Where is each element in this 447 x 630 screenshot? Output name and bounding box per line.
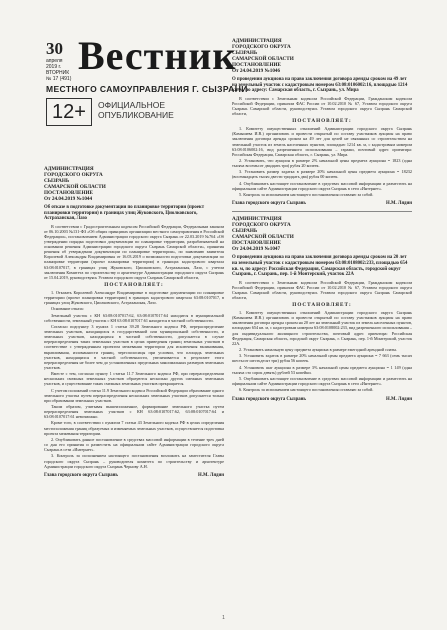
doc-header-line: ГОРОДСКОГО ОКРУГА xyxy=(232,44,291,50)
doc2-subject: О проведении аукциона на право заключения договора аренды сроком на 49 лет на земельный участок с кадастровым номером 63:08:0106002:16, площадью 1214 кв. м, по адресу: Самарская область, г. Сызрань, ул. Мира xyxy=(232,77,408,94)
doc-header-line: АДМИНИСТРАЦИЯ xyxy=(232,38,282,44)
issue-date-day: 30 xyxy=(46,39,63,58)
doc1-resolve-label: ПОСТАНОВЛЯЕТ: xyxy=(104,281,164,288)
left-column xyxy=(44,166,224,483)
doc1-paragraph: 2. Опубликовать данное постановление в средствах массовой информации в течение трех дней со дня его принятия и разместить на официальном сайте Администрации городского округа Сызрань в сети «Интернет». xyxy=(44,436,224,453)
doc2-paragraph: 3. Установить размер задатка в размере 20% начальной цены предмета аукциона = 18232 (восемнадцать тысяч двести тридцать два) рубля 00 копеек. xyxy=(232,169,412,180)
doc-header-line: ПОСТАНОВЛЕНИЕ xyxy=(232,240,282,247)
doc-header-line: САМАРСКОЙ ОБЛАСТИ xyxy=(232,56,294,62)
doc3-resolve-label: ПОСТАНОВЛЯЕТ: xyxy=(292,302,352,309)
doc3-subject: О проведении аукциона на право заключения договора аренды сроком на 20 лет на земельный участок с кадастровым номером 63:08:0108002:233, площадью 654 кв. м, по адресу: Российская Федерация, Самарская область, городской округ Сызрань, г. Сызрань, пер. 1-й Монтерский, участок 22А xyxy=(232,255,408,278)
issue-number: № 17 (491) xyxy=(46,76,72,82)
doc2-paragraph: 1. Комитету имущественных отношений Администрации городского округа Сызрань (Камышева И.В.) организовать и провести открытый по составу участников аукцион на право заключения договора аренды сроком на 49 лет для целей не связанных со строительством на земельный участок из земель населенных пунктов, площадью 1214 кв. м, с кадастровым номером 63:08:0106002:16, вид разрешенного использования – гаражи, почтовый адрес ориентира: Российская Федерация, Самарская область, г. Сызрань, ул. Мира. xyxy=(232,126,412,157)
doc-header-line: СЫЗРАНЬ xyxy=(232,50,258,56)
doc3-signature xyxy=(232,397,412,402)
signature-name: Н.М. Лядин xyxy=(386,201,412,207)
doc2-paragraph: 4. Опубликовать настоящее постановление в средствах массовой информации и разместить на официальном сайте Администрации городского округа Сызрань в сети «Интернет». xyxy=(232,180,412,191)
section-divider xyxy=(232,211,412,212)
doc1-intro: В соответствии с Градостроительным кодексом Российской Федерации, Федеральным законом от 06.10.2003 №131-ФЗ «Об общих принципах организации местного самоуправления в Российской Федерации», постановлением Администрации городского округа Сызрань от 22.03.2019 №764 «Об утверждении порядка подготовки документации по планировке территории, разрабатываемой на основании решения Администрации городского округа Сызрань Самарской области», принятия решения об утверждении документации по планировке территории», по заявлению заявителя Королевой Александры Владимировны от 16.03.2019 о возможности подготовки документации по планировке территории (проект планировки территории) в границах кадастрового квартала 63:08:0107017, в границах улиц Жуковского, Циолковского, Астраханская, Лазо, с учетом заключения Комитета по строительству и архитектуре Администрации городского округа Сызрань от 15.04.2019, руководствуясь Уставом городского округа Сызрань Самарской области, xyxy=(44,223,224,280)
signature-name: Н.М. Лядин xyxy=(198,472,224,478)
page-number: 1 xyxy=(222,615,225,621)
doc1-paragraph: 3. Контроль за исполнением настоящего постановления возложить на заместителя Главы городского округа Сызрань – руководителя комитета по строительству и архитектуре Администрации городского округа Сызрань Чернову А.Н. xyxy=(44,453,224,469)
signature-title: Глава городского округа Сызрань xyxy=(232,201,306,207)
doc1-paragraph: Земельный участок с КН 63:08:0107017:62, 63:08:0107017:64 находятся в муниципальной собственности, земельный участок с КН 63:08:0107017:61 находится в частной собственности. xyxy=(44,312,224,323)
doc2-intro: В соответствии с Земельным кодексом Российской Федерации, Гражданским кодексом Российской Федерации, приказом ФАС России от 10.02.2010 № 67, Уставом городского округа Сызрань Самарской области, руководствуясь Уставом городского округа Сызрань Самарской области, xyxy=(232,95,412,117)
signature-name: Н.М. Лядин xyxy=(386,396,412,402)
doc-header-line: СЫЗРАНЬ xyxy=(44,178,70,184)
doc1-paragraph: Вместе с тем, согласно пункту 1 статьи 11.7 Земельного кодекса РФ, при перераспределении нескольких смежных земельных участков образуются несколько других смежных земельных участков, и существование таких смежных земельных участков прекращается. xyxy=(44,371,224,387)
doc1-paragraph: 1. Отказать Королевой Александре Владимировне в подготовке документации по планировке территории (проект планировки территории) в границах кадастрового квартала 63:08:0107017, в границах улиц Жуковского, Циолковского, Астраханская, Лазо. xyxy=(44,289,224,306)
age-rating-badge: 12+ xyxy=(46,98,92,126)
doc-header-line: ГОРОДСКОГО ОКРУГА xyxy=(232,222,291,229)
doc3-paragraph: 1. Комитету имущественных отношений Администрации городского округа Сызрань (Камышева И.В.) организовать и провести открытый по составу участников аукцион на право заключения договора аренды сроком на 20 лет на земельный участок из земель населенных пунктов, площадью 654 кв. м, с кадастровым номером 63:08:0108002:233, вид разрешенного использования – для индивидуального жилищного строительства, почтовый адрес ориентира: Российская Федерация, Самарская область, городской округ Сызрань, г. Сызрань, пер. 1-й Монтерский, участок 22А. xyxy=(232,310,412,346)
newspaper-subtitle: МЕСТНОГО САМОУПРАВЛЕНИЯ Г. СЫЗРАНИ xyxy=(46,84,248,94)
doc1-paragraph: Таким образом, учитывая вышеизложенное, формирование земельного участка путем перераспределения земельных участков с КН 63:08:0107017:62, 63:08:0107017:64 и 63:08:0107017:61 невозможно. xyxy=(44,404,224,420)
issue-date-month: апреля xyxy=(46,58,63,64)
right-column xyxy=(232,38,412,407)
doc2-paragraph: 2. Установить, что аукцион в размере 2% начальной цены предмета аукциона = 1823 (одна тысяча восемьсот двадцать три) рубля 20 копеек. xyxy=(232,158,412,169)
doc3-paragraph: 4. Установить шаг аукциона в размере 3% начальной цены предмета аукциона = 1 149 (одна тысяча сто сорок девять) рублей 53 копейки. xyxy=(232,364,412,375)
doc1-paragraph: Кроме того, в соответствии с пунктом 7 статьи 43 Земельного кодекса РФ в целях определения местоположения границ образуемых и изменяемых земельных участков, осуществляется подготовка проекта межевания территории. xyxy=(44,420,224,436)
doc-header-line: САМАРСКОЙ ОБЛАСТИ xyxy=(232,234,294,241)
doc-header-line: АДМИНИСТРАЦИЯ xyxy=(232,216,282,223)
doc3-paragraph: 2. Установить начальную цену предмета аукциона в размере ежегодной арендной платы. xyxy=(239,347,398,352)
issue-weekday: ВТОРНИК xyxy=(46,70,70,76)
official-publication-label: ОФИЦИАЛЬНОЕ ОПУБЛИКОВАНИЕ xyxy=(98,100,174,120)
doc1-signature xyxy=(44,473,224,478)
signature-title: Глава городского округа Сызрань xyxy=(44,472,118,478)
doc-header-line: АДМИНИСТРАЦИЯ xyxy=(44,166,94,172)
signature-title: Глава городского округа Сызрань xyxy=(232,396,306,402)
doc-header-line: ПОСТАНОВЛЕНИЕ xyxy=(44,190,94,196)
doc2-resolve-label: ПОСТАНОВЛЯЕТ: xyxy=(292,118,352,125)
doc-header-line: СЫЗРАНЬ xyxy=(232,228,258,235)
doc3-intro: В соответствии с Земельным кодексом Российской Федерации, Гражданским кодексом Российской Федерации, приказом ФАС России от 10.02.2010 № 67, Уставом городского округа Сызрань Самарской области, руководствуясь Уставом городского округа Сызрань Самарской области, xyxy=(232,279,412,300)
doc2-signature xyxy=(232,201,412,206)
doc-header-line: ГОРОДСКОГО ОКРУГА xyxy=(44,172,103,178)
doc3-paragraph: 3. Установить задаток в размере 20% начальной цены предмета аукциона = 7 663 (семь тысяч шестьсот шестьдесят три) рубля 56 копеек. xyxy=(232,353,412,364)
doc3-paragraph: 6. Контроль за исполнением настоящего постановления оставляю за собой. xyxy=(239,387,374,393)
doc1-paragraph: Основание отказа: xyxy=(51,306,84,312)
doc-header-line: От 24.04.2019 №1046 xyxy=(232,68,281,74)
doc-header-line: САМАРСКОЙ ОБЛАСТИ xyxy=(44,184,106,190)
newspaper-title: Вестник xyxy=(78,33,237,78)
doc-header-line: ПОСТАНОВЛЕНИЕ xyxy=(232,62,282,68)
doc-header-line: От 24.04.2019 №1047 xyxy=(232,246,281,253)
doc2-paragraph: 5. Контроль за исполнением настоящего постановления оставляю за собой. xyxy=(239,192,374,198)
doc1-header xyxy=(44,166,224,202)
doc1-subject: Об отказе в подготовке документации по планировке территории (проект планировки территории) в границах улиц Жуковского, Циолковского, Астраханская, Лазо xyxy=(44,205,205,222)
issue-date-year: 2019 г. xyxy=(46,64,62,70)
doc2-header xyxy=(232,38,412,74)
doc3-paragraph: 5. Опубликовать настоящее постановление в средствах массовой информации и разместить на официальном сайте Администрации городского округа Сызрань в сети «Интернет». xyxy=(232,376,412,387)
doc-header-line: От 24.04.2019 №1044 xyxy=(44,196,93,202)
doc1-paragraph: Согласно подпункту 3 пункта 1 статьи 39.28 Земельного кодекса РФ, перераспределение земельных участков, находящихся в государственной или муниципальной собственности, и земельных участков, находящихся в частной собственности, допускается в случае перераспределения таких земельных участков в целях приведения границ земельных участков в соответствие с утвержденным проектом межевания территории для исключения вклинивания, вкрапливания, изломанности границ, чересполосицы при условии, что площадь земельных участков, находящихся в частной собственности, увеличивается в результате этого перераспределения не более чем до установленных предельных максимальных размеров земельных участков. xyxy=(44,324,224,370)
doc3-header xyxy=(232,216,412,252)
doc1-paragraph: С учетом положений статьи 11.9 Земельного кодекса Российской Федерации образование одного земельного участка путем перераспределения нескольких земельных участков допускается только при образовании земельных участков. xyxy=(44,387,224,403)
